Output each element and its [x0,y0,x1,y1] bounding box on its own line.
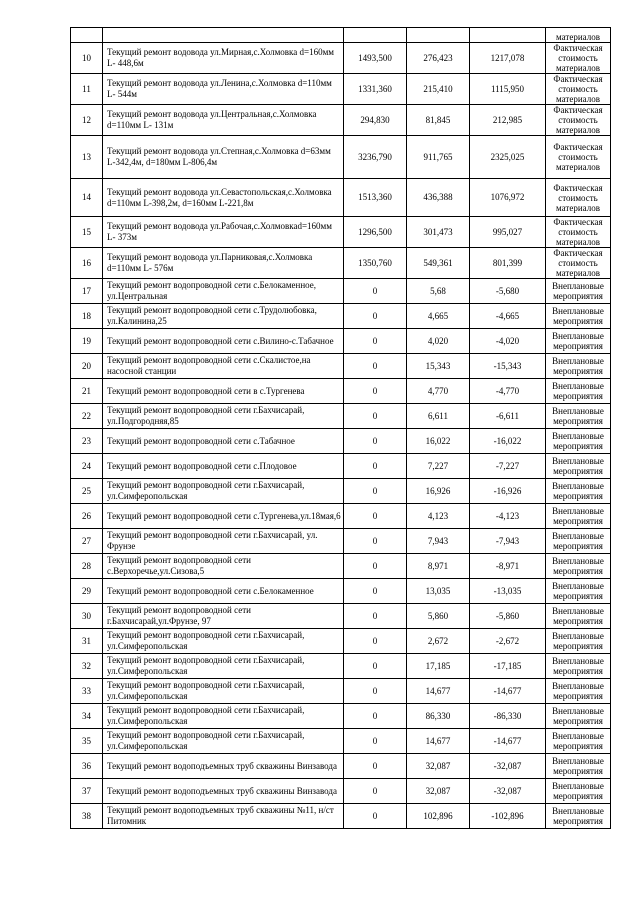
planned-value: 1331,360 [344,74,407,105]
row-description: Текущий ремонт водопроводной сети с.Трудолюбовка, ул.Калинина,25 [103,304,344,329]
table-row [71,604,611,629]
row-note: Внеплановые мероприятия [546,704,611,729]
row-description: Текущий ремонт водовода ул.Мирная,с.Холмовка d=160мм L- 448,6м [103,43,344,74]
planned-value: 0 [344,304,407,329]
deviation-value: -102,896 [470,804,546,829]
actual-value: 4,770 [407,379,470,404]
table-row [71,429,611,454]
actual-value: 7,943 [407,529,470,554]
deviation-value: 995,027 [470,217,546,248]
planned-value: 0 [344,654,407,679]
deviation-value [470,28,546,43]
row-description: Текущий ремонт водопроводной сети с.Тургенева,ул.18мая,6 [103,504,344,529]
planned-value: 3236,790 [344,136,407,179]
row-note: Внеплановые мероприятия [546,654,611,679]
actual-value: 14,677 [407,679,470,704]
table-row [71,779,611,804]
row-description: Текущий ремонт водопроводной сети г.Бахчисарай, ул. Фрунзе [103,529,344,554]
deviation-value: -13,035 [470,579,546,604]
deviation-value: -5,860 [470,604,546,629]
planned-value: 0 [344,629,407,654]
row-description: Текущий ремонт водопроводной сети г.Бахчисарай,ул.Фрунзе, 97 [103,604,344,629]
row-number: 26 [71,504,103,529]
row-description: Текущий ремонт водопроводной сети с.Верхоречье,ул.Сизова,5 [103,554,344,579]
actual-value: 32,087 [407,754,470,779]
deviation-value: -86,330 [470,704,546,729]
row-description: Текущий ремонт водопроводной сети с.Табачное [103,429,344,454]
deviation-value: -16,926 [470,479,546,504]
actual-value: 14,677 [407,729,470,754]
row-note: Внеплановые мероприятия [546,454,611,479]
row-number: 21 [71,379,103,404]
row-number: 30 [71,604,103,629]
planned-value: 0 [344,354,407,379]
row-number: 29 [71,579,103,604]
table-row [71,105,611,136]
table-row [71,217,611,248]
actual-value: 102,896 [407,804,470,829]
row-number: 38 [71,804,103,829]
table-row [71,454,611,479]
row-number: 22 [71,404,103,429]
table-row [71,504,611,529]
actual-value: 13,035 [407,579,470,604]
deviation-value: 212,985 [470,105,546,136]
actual-value: 16,926 [407,479,470,504]
row-number: 20 [71,354,103,379]
row-description [103,28,344,43]
actual-value: 86,330 [407,704,470,729]
actual-value: 5,860 [407,604,470,629]
deviation-value: -7,943 [470,529,546,554]
row-note: Внеплановые мероприятия [546,429,611,454]
row-note: Фактическая стоимость материалов [546,248,611,279]
row-note: Фактическая стоимость материалов [546,105,611,136]
row-note: Внеплановые мероприятия [546,279,611,304]
actual-value: 32,087 [407,779,470,804]
table-row [71,329,611,354]
planned-value: 0 [344,329,407,354]
row-description: Текущий ремонт водопроводной сети г.Бахчисарай, ул.Симферопольская [103,629,344,654]
deviation-value: -15,343 [470,354,546,379]
row-description: Текущий ремонт водовода ул.Ленина,с.Холмовка d=110мм L- 544м [103,74,344,105]
row-note: Фактическая стоимость материалов [546,136,611,179]
row-note: Внеплановые мероприятия [546,554,611,579]
planned-value: 0 [344,279,407,304]
deviation-value: -6,611 [470,404,546,429]
planned-value: 1296,500 [344,217,407,248]
deviation-value: 801,399 [470,248,546,279]
row-description: Текущий ремонт водоподъемных труб скважины Винзавода [103,779,344,804]
deviation-value: -4,665 [470,304,546,329]
row-number: 28 [71,554,103,579]
row-description: Текущий ремонт водовода ул.Севастопольская,с.Холмовка d=110мм L-398,2м, d=160мм L-221,8м [103,179,344,217]
row-number: 31 [71,629,103,654]
row-note: Фактическая стоимость материалов [546,43,611,74]
row-number: 14 [71,179,103,217]
table-row-continued [71,28,611,43]
row-note: Фактическая стоимость материалов [546,74,611,105]
deviation-value: -16,022 [470,429,546,454]
row-number: 23 [71,429,103,454]
row-number: 33 [71,679,103,704]
planned-value: 0 [344,754,407,779]
row-number: 24 [71,454,103,479]
actual-value: 4,123 [407,504,470,529]
row-description: Текущий ремонт водоподъемных труб скважины №11, н/ст Питомник [103,804,344,829]
planned-value: 0 [344,404,407,429]
table-row [71,754,611,779]
planned-value: 0 [344,604,407,629]
actual-value: 4,665 [407,304,470,329]
table-row [71,248,611,279]
row-note: Внеплановые мероприятия [546,354,611,379]
row-note: Внеплановые мероприятия [546,779,611,804]
planned-value: 1350,760 [344,248,407,279]
actual-value: 81,845 [407,105,470,136]
actual-value: 17,185 [407,654,470,679]
table-row [71,74,611,105]
deviation-value: 1076,972 [470,179,546,217]
row-number: 13 [71,136,103,179]
row-number: 16 [71,248,103,279]
row-description: Текущий ремонт водовода ул.Парниковая,с.Холмовка d=110мм L- 576м [103,248,344,279]
row-note: Внеплановые мероприятия [546,479,611,504]
actual-value: 15,343 [407,354,470,379]
row-description: Текущий ремонт водопроводной сети с.Вилино-с.Табачное [103,329,344,354]
row-number: 27 [71,529,103,554]
row-number: 32 [71,654,103,679]
deviation-value: -4,020 [470,329,546,354]
row-number [71,28,103,43]
row-note: Внеплановые мероприятия [546,754,611,779]
row-number: 17 [71,279,103,304]
actual-value: 301,473 [407,217,470,248]
table-row [71,529,611,554]
table-row [71,179,611,217]
repair-costs-table [70,27,611,829]
row-note: Внеплановые мероприятия [546,529,611,554]
row-description: Текущий ремонт водовода ул.Центральная,с.Холмовка d=110мм L- 131м [103,105,344,136]
planned-value: 0 [344,504,407,529]
row-note: Фактическая стоимость материалов [546,179,611,217]
actual-value: 549,361 [407,248,470,279]
row-description: Текущий ремонт водопроводной сети г.Бахчисарай, ул.Симферопольская [103,479,344,504]
deviation-value: 1115,950 [470,74,546,105]
table-row [71,479,611,504]
row-description: Текущий ремонт водопроводной сети с.Белокаменное, ул.Центральная [103,279,344,304]
row-description: Текущий ремонт водопроводной сети г.Бахчисарай, ул.Симферопольская [103,729,344,754]
actual-value: 6,611 [407,404,470,429]
actual-value: 276,423 [407,43,470,74]
actual-value: 2,672 [407,629,470,654]
row-number: 35 [71,729,103,754]
deviation-value: -14,677 [470,679,546,704]
table-row [71,136,611,179]
row-note: Внеплановые мероприятия [546,804,611,829]
row-description: Текущий ремонт водопроводной сети с.Плодовое [103,454,344,479]
row-description: Текущий ремонт водопроводной сети с.Белокаменное [103,579,344,604]
actual-value [407,28,470,43]
planned-value: 0 [344,579,407,604]
planned-value [344,28,407,43]
row-note: материалов [546,28,611,43]
deviation-value: 1217,078 [470,43,546,74]
deviation-value: 2325,025 [470,136,546,179]
actual-value: 16,022 [407,429,470,454]
planned-value: 0 [344,529,407,554]
row-description: Текущий ремонт водопроводной сети г.Бахчисарай, ул.Симферопольская [103,704,344,729]
table-row [71,654,611,679]
row-description: Текущий ремонт водовода ул.Степная,с.Холмовка d=63мм L-342,4м, d=180мм L-806,4м [103,136,344,179]
table-row [71,804,611,829]
deviation-value: -4,770 [470,379,546,404]
planned-value: 0 [344,704,407,729]
row-note: Внеплановые мероприятия [546,379,611,404]
row-number: 10 [71,43,103,74]
row-number: 15 [71,217,103,248]
row-note: Внеплановые мероприятия [546,729,611,754]
row-description: Текущий ремонт водоподъемных труб скважины Винзавода [103,754,344,779]
deviation-value: -32,087 [470,754,546,779]
actual-value: 5,68 [407,279,470,304]
deviation-value: -4,123 [470,504,546,529]
row-number: 34 [71,704,103,729]
table-row [71,304,611,329]
planned-value: 0 [344,729,407,754]
actual-value: 436,388 [407,179,470,217]
table-row [71,354,611,379]
table-row [71,679,611,704]
actual-value: 8,971 [407,554,470,579]
deviation-value: -17,185 [470,654,546,679]
planned-value: 0 [344,554,407,579]
row-note: Внеплановые мероприятия [546,404,611,429]
planned-value: 0 [344,429,407,454]
planned-value: 0 [344,779,407,804]
table-row [71,279,611,304]
table-row [71,704,611,729]
row-description: Текущий ремонт водопроводной сети в с.Тургенева [103,379,344,404]
row-number: 19 [71,329,103,354]
row-note: Внеплановые мероприятия [546,579,611,604]
actual-value: 4,020 [407,329,470,354]
row-description: Текущий ремонт водопроводной сети г.Бахчисарай, ул.Симферопольская [103,654,344,679]
row-note: Внеплановые мероприятия [546,304,611,329]
row-number: 11 [71,74,103,105]
row-number: 25 [71,479,103,504]
deviation-value: -8,971 [470,554,546,579]
table-row [71,729,611,754]
planned-value: 1493,500 [344,43,407,74]
deviation-value: -14,677 [470,729,546,754]
row-description: Текущий ремонт водовода ул.Рабочая,с.Холмовкаd=160мм L- 373м [103,217,344,248]
table-row [71,629,611,654]
table-row [71,404,611,429]
planned-value: 1513,360 [344,179,407,217]
planned-value: 0 [344,454,407,479]
table-row [71,43,611,74]
planned-value: 0 [344,679,407,704]
planned-value: 0 [344,479,407,504]
row-note: Внеплановые мероприятия [546,329,611,354]
row-number: 12 [71,105,103,136]
actual-value: 7,227 [407,454,470,479]
planned-value: 0 [344,379,407,404]
deviation-value: -7,227 [470,454,546,479]
table-row [71,579,611,604]
row-description: Текущий ремонт водопроводной сети с.Скалистое,на насосной станции [103,354,344,379]
row-note: Фактическая стоимость материалов [546,217,611,248]
row-description: Текущий ремонт водопроводной сети г.Бахчисарай, ул.Подгородняя,85 [103,404,344,429]
row-description: Текущий ремонт водопроводной сети г.Бахчисарай, ул.Симферопольская [103,679,344,704]
table-row [71,379,611,404]
row-number: 37 [71,779,103,804]
row-number: 18 [71,304,103,329]
planned-value: 0 [344,804,407,829]
actual-value: 215,410 [407,74,470,105]
deviation-value: -5,680 [470,279,546,304]
deviation-value: -32,087 [470,779,546,804]
row-note: Внеплановые мероприятия [546,679,611,704]
deviation-value: -2,672 [470,629,546,654]
row-note: Внеплановые мероприятия [546,629,611,654]
planned-value: 294,830 [344,105,407,136]
row-note: Внеплановые мероприятия [546,504,611,529]
actual-value: 911,765 [407,136,470,179]
row-number: 36 [71,754,103,779]
table-row [71,554,611,579]
row-note: Внеплановые мероприятия [546,604,611,629]
